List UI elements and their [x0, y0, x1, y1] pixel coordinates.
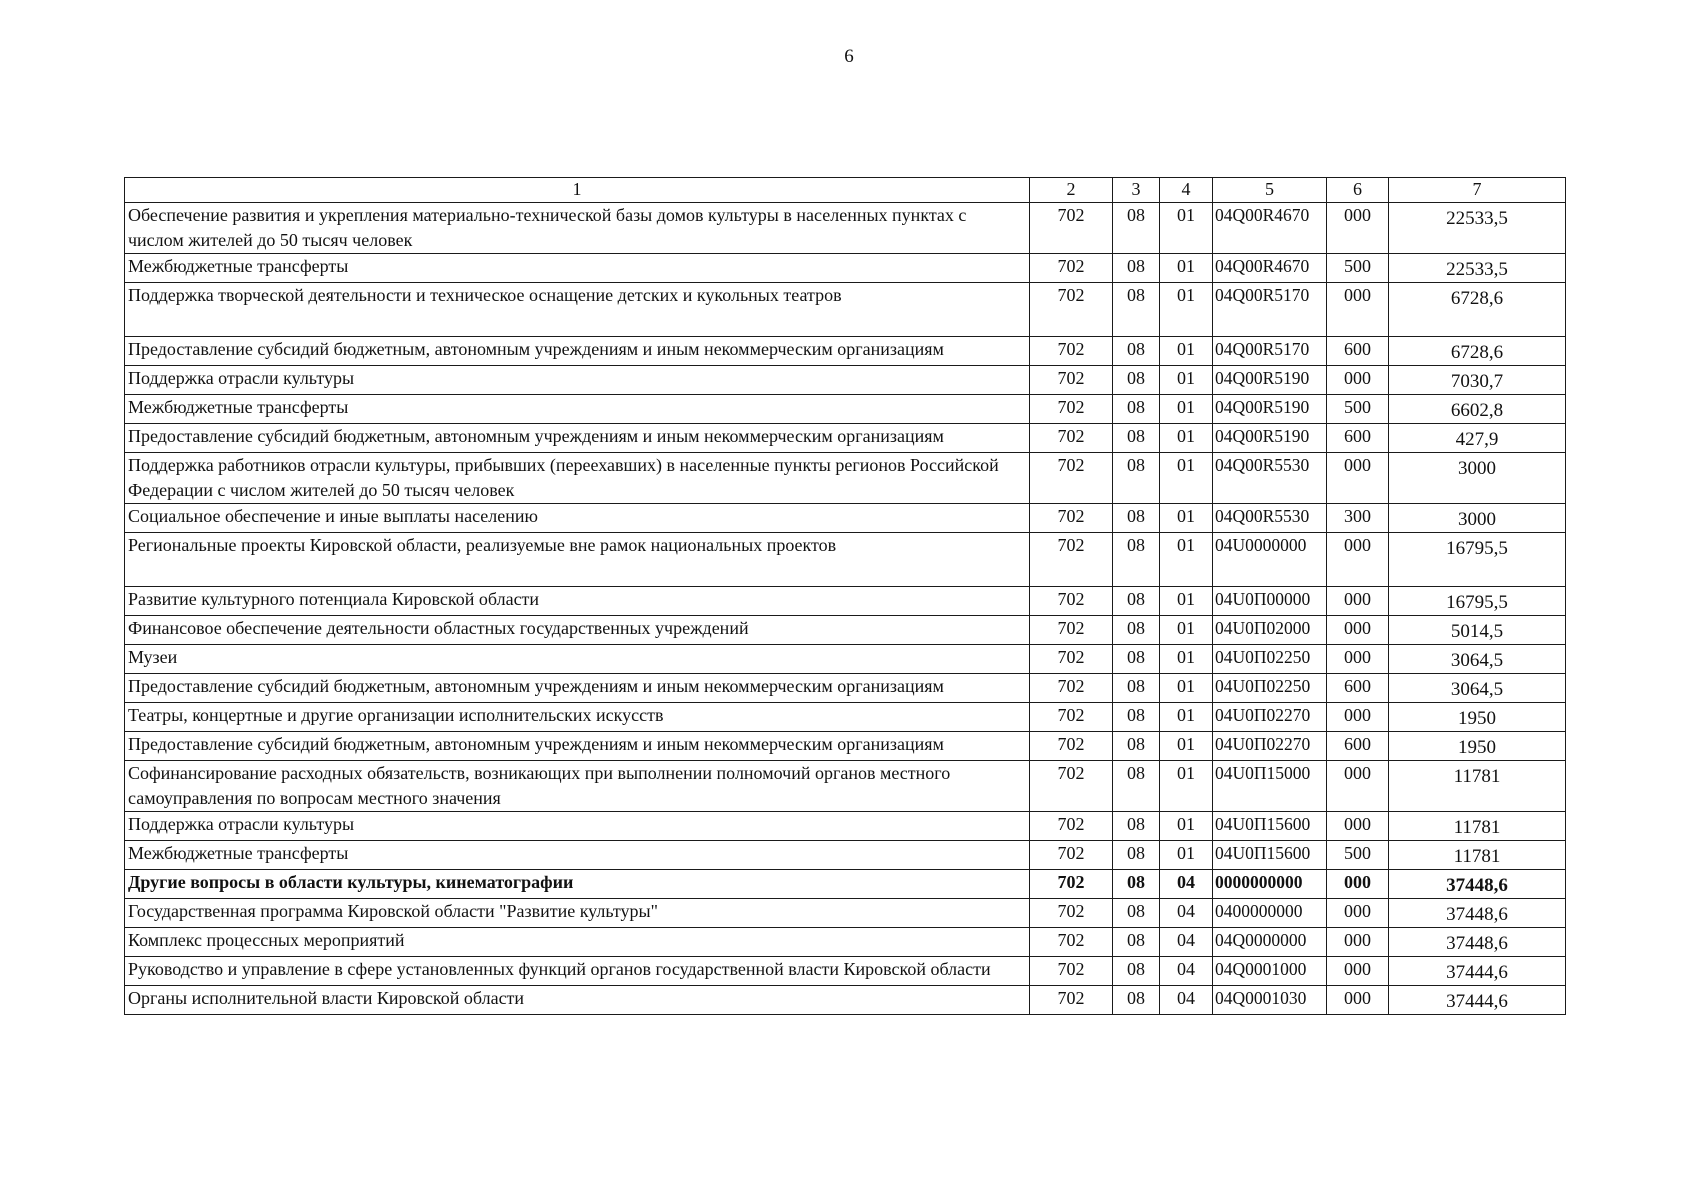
row-value: 01	[1160, 337, 1213, 366]
row-value: 01	[1160, 424, 1213, 453]
table-row	[125, 395, 1566, 424]
table-row	[125, 841, 1566, 870]
row-name: Поддержка отрасли культуры	[125, 366, 1030, 395]
row-value: 01	[1160, 366, 1213, 395]
row-value: 702	[1030, 283, 1113, 337]
table-row	[125, 533, 1566, 587]
row-value: 01	[1160, 587, 1213, 616]
row-value: 08	[1113, 337, 1160, 366]
table-row	[125, 616, 1566, 645]
row-name: Региональные проекты Кировской области, реализуемые вне рамок национальных проектов	[125, 533, 1030, 587]
row-code: 04U0П02270	[1213, 703, 1327, 732]
row-name: Предоставление субсидий бюджетным, автономным учреждениям и иным некоммерческим организациям	[125, 732, 1030, 761]
row-value: 01	[1160, 761, 1213, 812]
row-value: 01	[1160, 453, 1213, 504]
row-value: 08	[1113, 587, 1160, 616]
table-row	[125, 732, 1566, 761]
row-value: 500	[1327, 254, 1389, 283]
table-row	[125, 504, 1566, 533]
table-row	[125, 203, 1566, 254]
row-value: 01	[1160, 616, 1213, 645]
row-code: 04U0П15600	[1213, 812, 1327, 841]
row-value: 08	[1113, 703, 1160, 732]
row-amount: 11781	[1389, 841, 1566, 870]
table-row	[125, 899, 1566, 928]
row-code: 04U0П15000	[1213, 761, 1327, 812]
row-code: 04Q00R5190	[1213, 424, 1327, 453]
table-row	[125, 366, 1566, 395]
row-value: 600	[1327, 732, 1389, 761]
row-amount: 37448,6	[1389, 870, 1566, 899]
row-value: 04	[1160, 986, 1213, 1015]
row-value: 702	[1030, 899, 1113, 928]
row-value: 000	[1327, 587, 1389, 616]
row-code: 04Q0001030	[1213, 986, 1327, 1015]
table-row	[125, 674, 1566, 703]
row-amount: 3064,5	[1389, 645, 1566, 674]
row-value: 01	[1160, 812, 1213, 841]
row-value: 702	[1030, 616, 1113, 645]
row-value: 702	[1030, 870, 1113, 899]
row-value: 08	[1113, 645, 1160, 674]
row-value: 000	[1327, 366, 1389, 395]
row-value: 000	[1327, 645, 1389, 674]
row-code: 04U0П02250	[1213, 645, 1327, 674]
row-value: 702	[1030, 761, 1113, 812]
row-value: 04	[1160, 928, 1213, 957]
row-amount: 11781	[1389, 761, 1566, 812]
row-amount: 22533,5	[1389, 203, 1566, 254]
table-row	[125, 645, 1566, 674]
row-amount: 22533,5	[1389, 254, 1566, 283]
table-row	[125, 283, 1566, 337]
row-code: 04Q00R5170	[1213, 283, 1327, 337]
row-code: 04U0П00000	[1213, 587, 1327, 616]
row-value: 08	[1113, 203, 1160, 254]
row-value: 000	[1327, 283, 1389, 337]
row-value: 702	[1030, 957, 1113, 986]
row-amount: 6728,6	[1389, 337, 1566, 366]
row-name: Предоставление субсидий бюджетным, автономным учреждениям и иным некоммерческим организациям	[125, 337, 1030, 366]
row-name: Комплекс процессных мероприятий	[125, 928, 1030, 957]
row-amount: 1950	[1389, 732, 1566, 761]
row-value: 08	[1113, 899, 1160, 928]
row-value: 000	[1327, 870, 1389, 899]
row-value: 08	[1113, 533, 1160, 587]
row-value: 04	[1160, 957, 1213, 986]
row-code: 04U0П02250	[1213, 674, 1327, 703]
row-value: 500	[1327, 395, 1389, 424]
row-name: Предоставление субсидий бюджетным, автономным учреждениям и иным некоммерческим организациям	[125, 674, 1030, 703]
row-value: 08	[1113, 395, 1160, 424]
row-amount: 1950	[1389, 703, 1566, 732]
row-value: 000	[1327, 703, 1389, 732]
row-code: 04U0П02270	[1213, 732, 1327, 761]
row-name: Софинансирование расходных обязательств, возникающих при выполнении полномочий органов местного самоуправления по вопросам местного значения	[125, 761, 1030, 812]
row-value: 01	[1160, 841, 1213, 870]
row-value: 000	[1327, 533, 1389, 587]
table-row	[125, 812, 1566, 841]
row-value: 08	[1113, 616, 1160, 645]
row-name: Межбюджетные трансферты	[125, 254, 1030, 283]
row-value: 01	[1160, 533, 1213, 587]
column-header: 1	[125, 178, 1030, 203]
row-value: 01	[1160, 283, 1213, 337]
row-amount: 6602,8	[1389, 395, 1566, 424]
row-name: Социальное обеспечение и иные выплаты населению	[125, 504, 1030, 533]
row-value: 300	[1327, 504, 1389, 533]
row-code: 04Q00R5530	[1213, 504, 1327, 533]
row-name: Межбюджетные трансферты	[125, 395, 1030, 424]
row-amount: 3064,5	[1389, 674, 1566, 703]
row-name: Органы исполнительной власти Кировской области	[125, 986, 1030, 1015]
row-name: Поддержка творческой деятельности и техническое оснащение детских и кукольных театров	[125, 283, 1030, 337]
row-value: 000	[1327, 616, 1389, 645]
table-row	[125, 986, 1566, 1015]
row-value: 01	[1160, 645, 1213, 674]
row-name: Поддержка отрасли культуры	[125, 812, 1030, 841]
row-value: 08	[1113, 254, 1160, 283]
row-name: Обеспечение развития и укрепления материально-технической базы домов культуры в населенных пунктах с числом жителей до 50 тысяч человек	[125, 203, 1030, 254]
row-value: 702	[1030, 337, 1113, 366]
column-header: 3	[1113, 178, 1160, 203]
row-value: 01	[1160, 203, 1213, 254]
row-value: 08	[1113, 453, 1160, 504]
table-row	[125, 928, 1566, 957]
row-value: 702	[1030, 504, 1113, 533]
row-value: 08	[1113, 366, 1160, 395]
row-value: 000	[1327, 957, 1389, 986]
row-value: 000	[1327, 812, 1389, 841]
row-value: 08	[1113, 761, 1160, 812]
row-value: 600	[1327, 424, 1389, 453]
row-value: 08	[1113, 986, 1160, 1015]
row-code: 04U0000000	[1213, 533, 1327, 587]
table-row	[125, 337, 1566, 366]
row-value: 702	[1030, 453, 1113, 504]
row-amount: 37444,6	[1389, 986, 1566, 1015]
row-value: 04	[1160, 899, 1213, 928]
row-code: 04Q00R5530	[1213, 453, 1327, 504]
row-amount: 5014,5	[1389, 616, 1566, 645]
row-value: 500	[1327, 841, 1389, 870]
row-amount: 16795,5	[1389, 533, 1566, 587]
column-header: 6	[1327, 178, 1389, 203]
row-value: 01	[1160, 674, 1213, 703]
row-code: 04Q00R5170	[1213, 337, 1327, 366]
row-name: Государственная программа Кировской области "Развитие культуры"	[125, 899, 1030, 928]
row-value: 702	[1030, 424, 1113, 453]
row-value: 08	[1113, 957, 1160, 986]
row-value: 600	[1327, 337, 1389, 366]
column-header: 5	[1213, 178, 1327, 203]
row-value: 000	[1327, 928, 1389, 957]
row-value: 000	[1327, 986, 1389, 1015]
row-name: Театры, концертные и другие организации исполнительских искусств	[125, 703, 1030, 732]
table-row	[125, 761, 1566, 812]
column-header: 4	[1160, 178, 1213, 203]
row-value: 000	[1327, 761, 1389, 812]
row-value: 702	[1030, 366, 1113, 395]
row-value: 000	[1327, 899, 1389, 928]
row-value: 000	[1327, 203, 1389, 254]
row-value: 08	[1113, 870, 1160, 899]
row-value: 702	[1030, 812, 1113, 841]
row-value: 702	[1030, 703, 1113, 732]
row-value: 702	[1030, 986, 1113, 1015]
row-code: 04Q00R5190	[1213, 395, 1327, 424]
row-code: 04Q0001000	[1213, 957, 1327, 986]
row-value: 702	[1030, 254, 1113, 283]
budget-table	[124, 177, 1566, 1015]
row-amount: 16795,5	[1389, 587, 1566, 616]
row-amount: 3000	[1389, 504, 1566, 533]
row-name: Развитие культурного потенциала Кировской области	[125, 587, 1030, 616]
row-amount: 6728,6	[1389, 283, 1566, 337]
row-value: 600	[1327, 674, 1389, 703]
row-name: Поддержка работников отрасли культуры, прибывших (переехавших) в населенные пункты регионов Российской Федерации с числом жителей до 50 тысяч человек	[125, 453, 1030, 504]
row-name: Руководство и управление в сфере установленных функций органов государственной власти Кировской области	[125, 957, 1030, 986]
row-code: 04Q00R4670	[1213, 203, 1327, 254]
row-code: 04Q0000000	[1213, 928, 1327, 957]
row-value: 702	[1030, 841, 1113, 870]
row-value: 702	[1030, 395, 1113, 424]
row-name: Музеи	[125, 645, 1030, 674]
row-value: 702	[1030, 732, 1113, 761]
row-value: 08	[1113, 674, 1160, 703]
table-row	[125, 587, 1566, 616]
row-value: 08	[1113, 283, 1160, 337]
row-amount: 37444,6	[1389, 957, 1566, 986]
row-value: 08	[1113, 732, 1160, 761]
row-name: Финансовое обеспечение деятельности областных государственных учреждений	[125, 616, 1030, 645]
row-value: 01	[1160, 703, 1213, 732]
row-amount: 427,9	[1389, 424, 1566, 453]
table-row	[125, 870, 1566, 899]
row-amount: 11781	[1389, 812, 1566, 841]
header-row	[125, 178, 1566, 203]
row-value: 702	[1030, 587, 1113, 616]
row-value: 08	[1113, 504, 1160, 533]
table-row	[125, 424, 1566, 453]
row-code: 0000000000	[1213, 870, 1327, 899]
row-amount: 37448,6	[1389, 899, 1566, 928]
table-row	[125, 453, 1566, 504]
table-row	[125, 703, 1566, 732]
row-amount: 3000	[1389, 453, 1566, 504]
row-value: 702	[1030, 645, 1113, 674]
row-name: Другие вопросы в области культуры, кинематографии	[125, 870, 1030, 899]
row-name: Межбюджетные трансферты	[125, 841, 1030, 870]
row-value: 702	[1030, 203, 1113, 254]
row-value: 01	[1160, 732, 1213, 761]
row-value: 04	[1160, 870, 1213, 899]
row-value: 01	[1160, 395, 1213, 424]
row-code: 04Q00R4670	[1213, 254, 1327, 283]
row-value: 702	[1030, 928, 1113, 957]
row-value: 08	[1113, 812, 1160, 841]
row-amount: 7030,7	[1389, 366, 1566, 395]
row-amount: 37448,6	[1389, 928, 1566, 957]
row-value: 702	[1030, 533, 1113, 587]
table-row	[125, 254, 1566, 283]
row-value: 08	[1113, 424, 1160, 453]
table-row	[125, 957, 1566, 986]
row-value: 08	[1113, 841, 1160, 870]
row-value: 702	[1030, 674, 1113, 703]
row-code: 0400000000	[1213, 899, 1327, 928]
row-value: 01	[1160, 504, 1213, 533]
column-header: 2	[1030, 178, 1113, 203]
page-number: 6	[844, 46, 854, 67]
row-code: 04Q00R5190	[1213, 366, 1327, 395]
row-value: 08	[1113, 928, 1160, 957]
row-value: 000	[1327, 453, 1389, 504]
column-header: 7	[1389, 178, 1566, 203]
row-name: Предоставление субсидий бюджетным, автономным учреждениям и иным некоммерческим организациям	[125, 424, 1030, 453]
row-value: 01	[1160, 254, 1213, 283]
row-code: 04U0П02000	[1213, 616, 1327, 645]
row-code: 04U0П15600	[1213, 841, 1327, 870]
